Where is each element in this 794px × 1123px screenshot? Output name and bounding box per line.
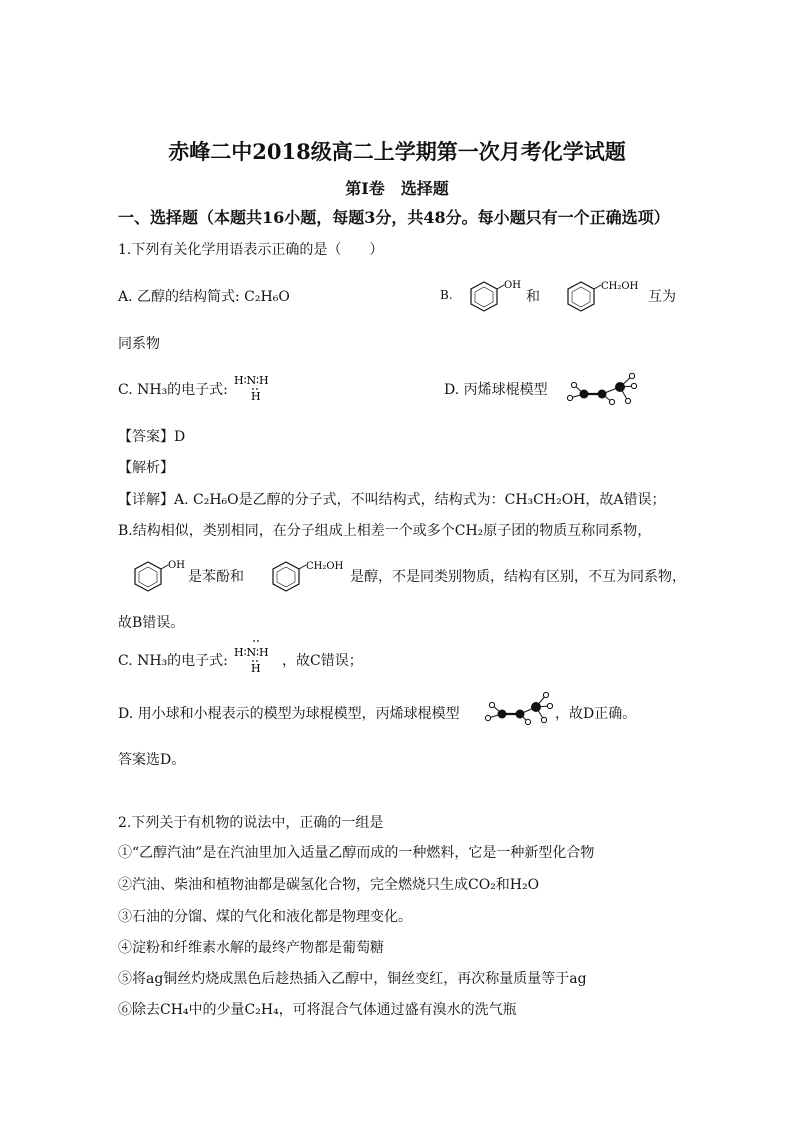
q1-detail-d: 故B错误。: [118, 615, 185, 631]
nh3-bottom-label-2: H: [251, 662, 261, 675]
q1-detail-e-part1: C. NH₃的电子式:: [118, 653, 228, 669]
q1-conclusion: 答案选D。: [118, 752, 186, 768]
phenol-structure: [466, 278, 524, 314]
nh3-electron-formula-2: [232, 636, 282, 676]
ch2oh-label: CH₂OH: [601, 281, 639, 292]
q1-detail-f-part1: D. 用小球和小棍表示的模型为球棍模型，丙烯球棍模型: [118, 706, 460, 722]
q1-detail-c-part1: 是苯酚和: [188, 569, 244, 585]
ch2oh-label-2: CH₂OH: [306, 561, 344, 572]
propene-ball-stick-model-2: [480, 690, 560, 728]
q2-item-2: ②汽油、柴油和植物油都是碳氢化合物，完全燃烧只生成CO₂和H₂O: [118, 877, 540, 893]
q1-detail-f-part2: ，故D正确。: [555, 706, 637, 722]
oh-label: OH: [504, 280, 521, 291]
q1-detail-a: 【详解】A. C₂H₆O是乙醇的分子式，不叫结构式，结构式为：CH₃CH₂OH，故A错误；: [118, 492, 666, 508]
q1-option-b-and: 和: [526, 289, 540, 305]
q1-option-b-continued: 同系物: [118, 336, 160, 352]
q1-detail-e-part2: ，故C错误；: [282, 653, 363, 669]
volume-heading: 第Ⅰ卷 选择题: [345, 179, 449, 198]
q1-stem: 1.下列有关化学用语表示正确的是（ ）: [118, 242, 384, 258]
q2-item-5: ⑤将ag铜丝灼烧成黑色后趁热插入乙醇中，铜丝变红，再次称量质量等于ag: [118, 971, 587, 987]
phenol-structure-2: [130, 558, 188, 594]
q1-answer: 【答案】D: [118, 429, 186, 445]
q2-item-1: ①“乙醇汽油”是在汽油里加入适量乙醇而成的一种燃料，它是一种新型化合物: [118, 845, 595, 861]
q1-option-b-label: B.: [440, 288, 453, 302]
nh3-top-label-2: H∶N∶H: [234, 646, 269, 659]
q2-stem: 2.下列关于有机物的说法中，正确的一组是: [118, 815, 384, 831]
q2-item-6: ⑥除去CH₄中的少量C₂H₄，可将混合气体通过盛有溴水的洗气瓶: [118, 1002, 517, 1018]
nh3-top-label: H∶N∶H: [234, 374, 269, 387]
q2-item-4: ④淀粉和纤维素水解的最终产物都是葡萄糖: [118, 940, 384, 956]
benzyl-alcohol-structure-2: [268, 558, 346, 594]
q1-option-d: D. 丙烯球棍模型: [444, 382, 548, 398]
q1-detail-b: B.结构相似，类别相同，在分子组成上相差一个或多个CH₂原子团的物质互称同系物，: [118, 523, 652, 539]
q1-option-a: A. 乙醇的结构简式: C₂H₆O: [118, 289, 290, 305]
page-title: 赤峰二中2018级高二上学期第一次月考化学试题: [168, 139, 626, 164]
q1-option-b-suffix: 互为: [648, 289, 676, 305]
q1-analysis-heading: 【解析】: [118, 460, 174, 476]
q1-option-c: C. NH₃的电子式:: [118, 382, 228, 398]
benzyl-alcohol-structure: [563, 278, 641, 314]
section-heading: 一、选择题（本题共16小题，每题3分，共48分。每小题只有一个正确选项）: [118, 208, 670, 227]
propene-ball-stick-model: [562, 370, 642, 408]
q2-item-3: ③石油的分馏、煤的气化和液化都是物理变化。: [118, 909, 412, 925]
oh-label-2: OH: [168, 560, 185, 571]
q1-detail-c-part2: 是醇，不是同类别物质，结构有区别，不互为同系物，: [350, 569, 686, 585]
nh3-bottom-label: H: [251, 390, 261, 403]
nh3-electron-formula: [232, 370, 282, 404]
